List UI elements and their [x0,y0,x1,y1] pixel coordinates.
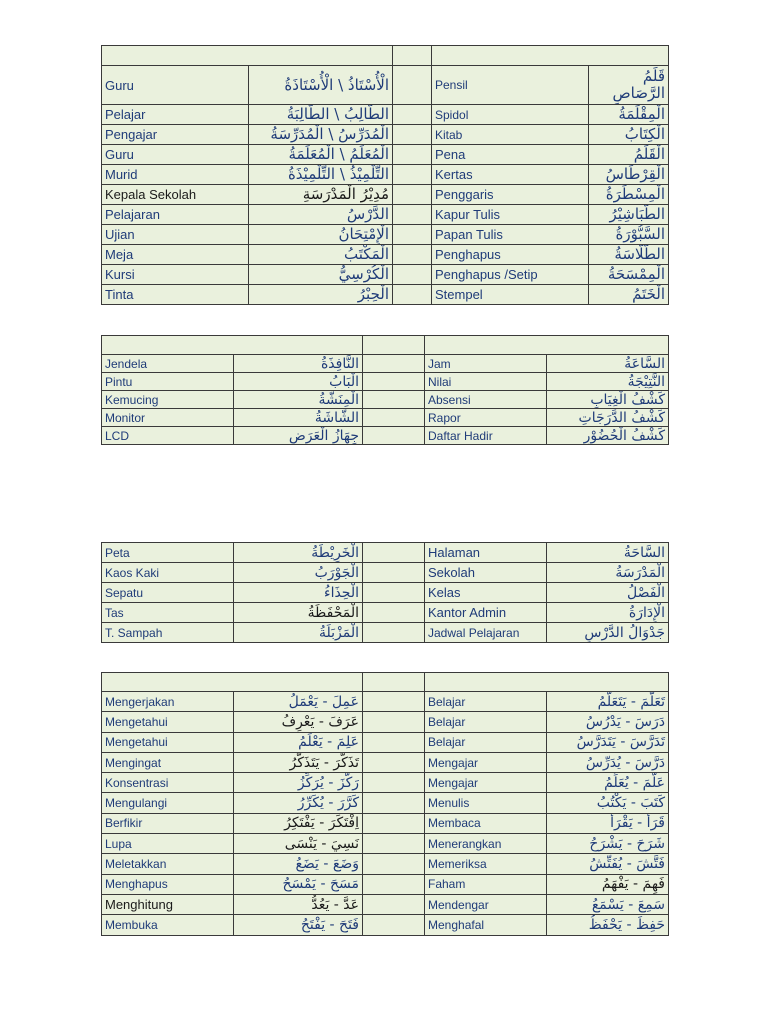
indonesian-term: Pena [432,145,589,165]
indonesian-term: Jadwal Pelajaran [425,623,547,643]
spacer-cell [363,391,425,409]
indonesian-term: Menghafal [425,915,547,935]
header-cell-right [432,46,669,66]
arabic-term: كَشْفُ الدَّرَجَاتِ [547,409,669,427]
arabic-term: الْقِرْطَاسُ [589,165,669,185]
indonesian-term: Guru [102,145,249,165]
spacer-cell [363,543,425,563]
arabic-term: الْمَدْرَسَةُ [547,563,669,583]
arabic-term: الْكِتَابُ [589,125,669,145]
indonesian-term: Jendela [102,355,234,373]
table-header-row [102,336,669,355]
arabic-term: الْجَوْرَبُ [234,563,363,583]
arabic-term: الطَّبَاشِيْرُ [589,205,669,225]
arabic-term: التِّلْمِيْذُ \ التِّلْمِيْذَةُ [249,165,393,185]
arabic-term: الْبَابُ [234,373,363,391]
arabic-term: الْإِدَارَةُ [547,603,669,623]
arabic-term: الْكُرْسِيُّ [249,265,393,285]
indonesian-term: Kitab [432,125,589,145]
table-row [102,813,669,833]
table-row [102,752,669,772]
spacer-cell [393,165,432,185]
spacer-cell [393,46,432,66]
vocab-table-school-places [101,542,669,643]
table-row [102,391,669,409]
header-cell-left [102,673,363,692]
table-row [102,793,669,813]
arabic-term: جَدْوَالُ الدَّرْسِ [547,623,669,643]
indonesian-term: Spidol [432,105,589,125]
indonesian-term: Kepala Sekolah [102,185,249,205]
table-row [102,773,669,793]
header-cell-left [102,336,363,355]
indonesian-term: Membaca [425,813,547,833]
indonesian-term: Sekolah [425,563,547,583]
indonesian-term: Halaman [425,543,547,563]
indonesian-term: Meja [102,245,249,265]
arabic-term: الْمُعَلِّمُ \ الْمُعَلِّمَةُ [249,145,393,165]
indonesian-term: Tas [102,603,234,623]
table-row [102,712,669,732]
spacer-cell [363,854,425,874]
spacer-cell [363,373,425,391]
arabic-term: الْمِقْلَمَةُ [589,105,669,125]
indonesian-term: Mengingat [102,752,234,772]
arabic-term: مُدِيْرُ الْمَدْرَسَةِ [249,185,393,205]
table-row [102,894,669,914]
indonesian-term: Mengajar [425,773,547,793]
table-row [102,543,669,563]
spacer-cell [363,623,425,643]
indonesian-term: Kantor Admin [425,603,547,623]
spacer-cell [363,732,425,752]
table-row [102,373,669,391]
arabic-term: فَتَّشَ - يُفَتِّشُ [547,854,669,874]
arabic-term: النَّتِيْجَةُ [547,373,669,391]
table-row [102,732,669,752]
arabic-term: عَرَفَ - يَعْرِفُ [234,712,363,732]
table-row [102,623,669,643]
table-row [102,427,669,445]
spacer-cell [393,245,432,265]
arabic-term: عَلَّمَ - يُعَلِّمُ [547,773,669,793]
arabic-term: الْمِمْسَحَةُ [589,265,669,285]
table-row [102,145,669,165]
arabic-term: الْفَصْلُ [547,583,669,603]
spacer-cell [363,894,425,914]
indonesian-term: Murid [102,165,249,185]
table-row [102,125,669,145]
indonesian-term: Nilai [425,373,547,391]
arabic-term: الْمِسْطَرَةُ [589,185,669,205]
table-header-row [102,46,669,66]
arabic-term: عَمِلَ - يَعْمَلُ [234,692,363,712]
arabic-term: شَرَحَ - يَشْرَحُ [547,834,669,854]
spacer-cell [363,712,425,732]
indonesian-term: Kursi [102,265,249,285]
table-row [102,854,669,874]
indonesian-term: Lupa [102,834,234,854]
table-row [102,225,669,245]
header-cell-left [102,46,393,66]
indonesian-term: Pensil [432,66,589,105]
spacer-cell [363,752,425,772]
arabic-term: الْمَكْتَبُ [249,245,393,265]
table-row [102,409,669,427]
indonesian-term: Mengetahui [102,712,234,732]
spacer-cell [363,773,425,793]
arabic-term: السَّاحَةُ [547,543,669,563]
spacer-cell [363,603,425,623]
arabic-term: كَشْفُ الْغِيَابِ [547,391,669,409]
indonesian-term: Mengetahui [102,732,234,752]
spacer-cell [393,205,432,225]
indonesian-term: Kertas [432,165,589,185]
arabic-term: اِفْتَكَرَ - يَفْتَكِرُ [234,813,363,833]
indonesian-term: Kelas [425,583,547,603]
spacer-cell [363,813,425,833]
table-row [102,165,669,185]
indonesian-term: Pelajar [102,105,249,125]
indonesian-term: Sepatu [102,583,234,603]
arabic-term: فَهِمَ - يَفْهَمُ [547,874,669,894]
indonesian-term: Belajar [425,692,547,712]
arabic-term: الْمَزْبَلَةُ [234,623,363,643]
spacer-cell [363,834,425,854]
indonesian-term: Mendengar [425,894,547,914]
indonesian-term: Menghitung [102,894,234,914]
spacer-cell [363,874,425,894]
table-header-row [102,673,669,692]
arabic-term: تَذَكَّرَ - يَتَذَكَّرُ [234,752,363,772]
spacer-cell [363,583,425,603]
arabic-term: قَلَمُ الرَّصَاصِ [589,66,669,105]
arabic-term: الْإِمْتِحَانُ [249,225,393,245]
indonesian-term: Kaos Kaki [102,563,234,583]
arabic-term: الْحِبْرُ [249,285,393,305]
indonesian-term: Jam [425,355,547,373]
arabic-term: الْمِنَشَّةُ [234,391,363,409]
arabic-term: السَّاعَةُ [547,355,669,373]
indonesian-term: Monitor [102,409,234,427]
spacer-cell [363,409,425,427]
arabic-term: الشَّاشَةُ [234,409,363,427]
indonesian-term: Pintu [102,373,234,391]
indonesian-term: Stempel [432,285,589,305]
arabic-term: تَدَرَّسَ - يَتَدَرَّسُ [547,732,669,752]
table-row [102,692,669,712]
arabic-term: حَفِظَ - يَحْفَظُ [547,915,669,935]
arabic-term: كَرَّرَ - يُكَرِّرُ [234,793,363,813]
indonesian-term: Tinta [102,285,249,305]
indonesian-term: Kemucing [102,391,234,409]
arabic-term: كَشْفُ الْحُضُوْرِ [547,427,669,445]
spacer-cell [393,66,432,105]
table-row [102,583,669,603]
indonesian-term: Belajar [425,732,547,752]
spacer-cell [363,673,425,692]
indonesian-term: Menerangkan [425,834,547,854]
indonesian-term: Mengajar [425,752,547,772]
spacer-cell [363,563,425,583]
indonesian-term: Ujian [102,225,249,245]
spacer-cell [393,265,432,285]
table-row [102,355,669,373]
indonesian-term: Meletakkan [102,854,234,874]
indonesian-term: Rapor [425,409,547,427]
spacer-cell [363,915,425,935]
spacer-cell [363,793,425,813]
indonesian-term: Pelajaran [102,205,249,225]
arabic-term: الْمَحْفَظَةُ [234,603,363,623]
indonesian-term: Mengulangi [102,793,234,813]
arabic-term: فَتَحَ - يَفْتَحُ [234,915,363,935]
arabic-term: مَسَحَ - يَمْسَحُ [234,874,363,894]
arabic-term: دَرَسَ - يَدْرُسُ [547,712,669,732]
indonesian-term: Memeriksa [425,854,547,874]
arabic-term: تَعَلَّمَ - يَتَعَلَّمُ [547,692,669,712]
arabic-term: الطَّالِبُ \ الطَّالِبَةُ [249,105,393,125]
indonesian-term: Absensi [425,391,547,409]
table-row [102,245,669,265]
indonesian-term: LCD [102,427,234,445]
spacer-cell [363,355,425,373]
indonesian-term: Membuka [102,915,234,935]
arabic-term: كَتَبَ - يَكْتُبُ [547,793,669,813]
header-cell-right [425,336,669,355]
indonesian-term: Guru [102,66,249,105]
arabic-term: جِهَازُ الْعَرَضِ [234,427,363,445]
table-row [102,915,669,935]
indonesian-term: Menghapus [102,874,234,894]
arabic-term: رَكَّزَ - يُرَكِّزُ [234,773,363,793]
arabic-term: الْخَتَمُ [589,285,669,305]
table-row [102,563,669,583]
arabic-term: دَرَّسَ - يُدَرِّسُ [547,752,669,772]
table-row [102,105,669,125]
indonesian-term: Penggaris [432,185,589,205]
indonesian-term: Peta [102,543,234,563]
arabic-term: الطَّلَّاسَةُ [589,245,669,265]
arabic-term: قَرَأَ - يَقْرَأُ [547,813,669,833]
table-row [102,603,669,623]
indonesian-term: Mengerjakan [102,692,234,712]
arabic-term: الْحِذَاءُ [234,583,363,603]
table-row [102,834,669,854]
spacer-cell [363,427,425,445]
arabic-term: سَمِعَ - يَسْمَعُ [547,894,669,914]
indonesian-term: Konsentrasi [102,773,234,793]
indonesian-term: Papan Tulis [432,225,589,245]
table-row [102,265,669,285]
arabic-term: الْمُدَرِّسُ \ الْمُدَرِّسَةُ [249,125,393,145]
spacer-cell [363,692,425,712]
indonesian-term: Menulis [425,793,547,813]
indonesian-term: Penghapus /Setip [432,265,589,285]
table-row [102,205,669,225]
spacer-cell [393,185,432,205]
arabic-term: عَدَّ - يَعُدُّ [234,894,363,914]
header-cell-right [425,673,669,692]
table-row [102,874,669,894]
table-row [102,66,669,105]
spacer-cell [393,285,432,305]
indonesian-term: Penghapus [432,245,589,265]
spacer-cell [393,145,432,165]
indonesian-term: T. Sampah [102,623,234,643]
indonesian-term: Kapur Tulis [432,205,589,225]
spacer-cell [393,105,432,125]
arabic-term: الْخَرِيْطَةُ [234,543,363,563]
arabic-term: النَّافِذَةُ [234,355,363,373]
indonesian-term: Daftar Hadir [425,427,547,445]
table-row [102,185,669,205]
vocab-table-verbs [101,672,669,936]
arabic-term: وَضَعَ - يَضَعُ [234,854,363,874]
spacer-cell [393,125,432,145]
arabic-term: الدَّرْسُ [249,205,393,225]
arabic-term: عَلِمَ - يَعْلَمُ [234,732,363,752]
arabic-term: الْأُسْتَاذُ \ الْأُسْتَاذَةُ [249,66,393,105]
arabic-term: الْقَلَمُ [589,145,669,165]
indonesian-term: Faham [425,874,547,894]
spacer-cell [393,225,432,245]
arabic-term: نَسِيَ - يَنْسَى [234,834,363,854]
indonesian-term: Pengajar [102,125,249,145]
vocab-table-room-objects [101,335,669,445]
indonesian-term: Berfikir [102,813,234,833]
spacer-cell [363,336,425,355]
indonesian-term: Belajar [425,712,547,732]
table-row [102,285,669,305]
arabic-term: السَّبُّوْرَةُ [589,225,669,245]
vocab-table-classroom-people-items [101,45,669,305]
